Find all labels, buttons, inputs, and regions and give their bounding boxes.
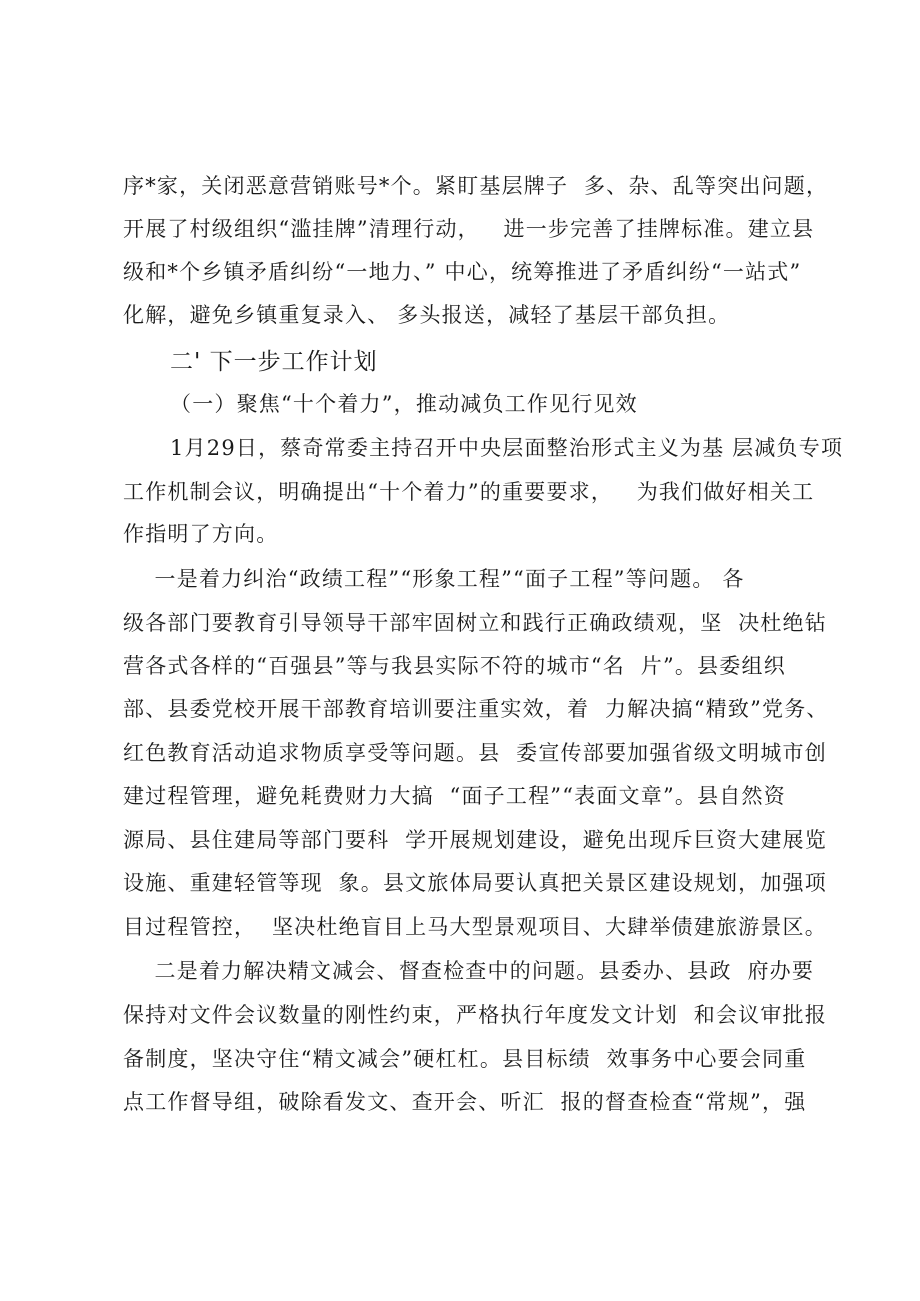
- intro-line-4: 化解，避免乡镇重复录入、 多头报送，减轻了基层干部负担。: [123, 303, 731, 327]
- para2-line-6: 建过程管理，避免耗费财力大搞 “面子工程”“表面文章”。县自然资: [123, 784, 786, 808]
- para2-line-8: 设施、重建轻管等现 象。县文旅体局要认真把关景区建设规划，加强项: [123, 871, 827, 895]
- para1-line-3: 作指明了方向。: [123, 522, 279, 546]
- para3-line-1: 二是着力解决精文减会、督查检查中的问题。县委办、县政 府办要: [123, 959, 815, 983]
- para3-line-4: 点工作督导组，破除看发文、查开会、听汇 报的督查检查“常规”，强: [123, 1090, 807, 1114]
- para1-line-1: 1月29日，蔡奇常委主持召开中央层面整治形式主义为基 层减负专项: [170, 436, 844, 460]
- para1-line-2: 工作机制会议，明确提出“十个着力”的重要要求， 为我们做好相关工: [123, 480, 815, 504]
- intro-line-3: 级和*个乡镇矛盾纠纷“一地力、” 中心，统筹推进了矛盾纠纷“一站式”: [123, 260, 802, 284]
- para2-line-4: 部、县委党校开展干部教育培训要注重实效，着 力解决搞“精致”党务、: [123, 697, 829, 721]
- para2-line-2: 级各部门要教育引导领导干部牢固树立和践行正确政绩观，坚 决杜绝钻: [123, 611, 827, 635]
- para3-line-3: 备制度，坚决守住“精文减会”硬杠杠。县目标绩 效事务中心要会同重: [123, 1047, 807, 1071]
- para2-line-5: 红色教育活动追求物质享受等问题。县 委宣传部要加强省级文明城市创: [123, 741, 827, 765]
- subsection-heading: （一）聚焦“十个着力”，推动减负工作见行见效: [170, 392, 638, 416]
- intro-line-1: 序*家，关闭恶意营销账号*个。紧盯基层牌子 多、杂、乱等突出问题，: [123, 174, 829, 198]
- para2-line-9: 目过程管控， 坚决杜绝盲目上马大型景观项目、大肆举债建旅游景区。: [123, 915, 827, 939]
- para2-line-1: 一是着力纠治“政绩工程”“形象工程”“面子工程”等问题。 各: [123, 567, 745, 591]
- section-heading: 二' 下一步工作计划: [170, 349, 378, 375]
- para3-line-2: 保持对文件会议数量的刚性约束，严格执行年度发文计划 和会议审批报: [123, 1003, 827, 1027]
- para2-line-7: 源局、县住建局等部门要科 学开展规划建设，避免出现斥巨资大建展览: [123, 828, 827, 852]
- intro-line-2: 开展了村级组织“滥挂牌”清理行动， 进一步完善了挂牌标准。建立县: [123, 217, 815, 241]
- para2-line-3: 营各式各样的“百强县”等与我县实际不符的城市“名 片”。县委组织: [123, 654, 786, 678]
